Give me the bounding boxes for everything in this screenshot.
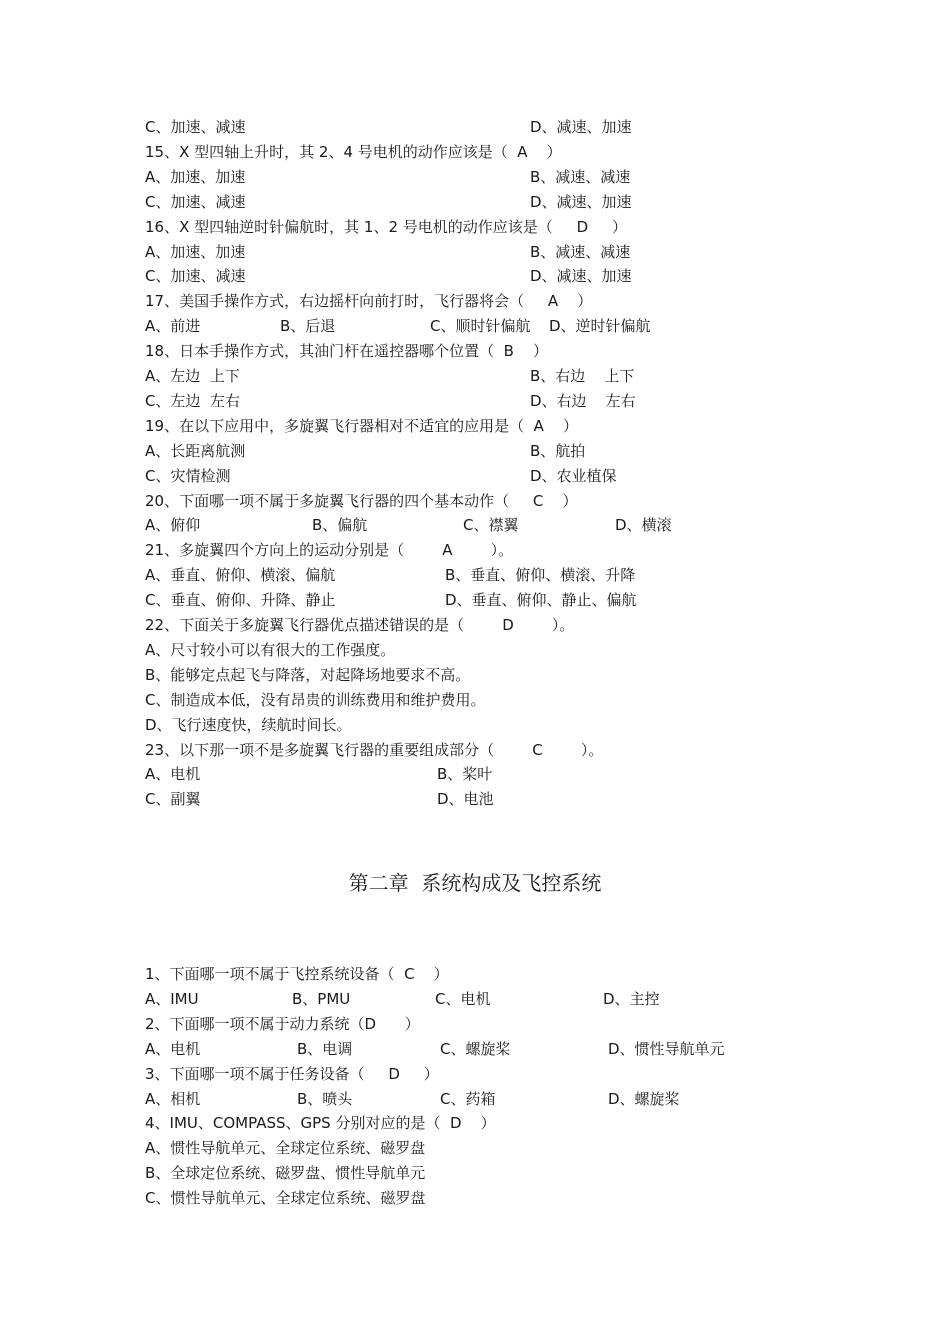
answer-option: C、加速、减速 [145,118,246,136]
answer-option: C、襟翼 [463,516,519,535]
text-line [145,738,845,763]
text-line [145,165,845,190]
question-text: 16、X 型四轴逆时针偏航时，其 1、2 号电机的动作应该是（ D ） [145,217,627,236]
text-line [145,489,845,514]
answer-option: C、顺时针偏航 [430,317,531,336]
text-line [145,1161,845,1186]
text-line [145,613,845,638]
text-line [145,787,845,812]
text-line [145,538,845,563]
answer-option: A、俯仰 [145,516,201,535]
answer-option: D、减速、加速 [530,118,632,136]
text-line [145,364,845,389]
answer-option: D、螺旋桨 [608,1089,680,1108]
answer-option: A、前进 [145,317,201,336]
answer-option: B、右边 上下 [530,367,635,385]
text-line [145,1062,845,1087]
text-line [145,762,845,787]
text-line [145,140,845,165]
question-text: 18、日本手操作方式，其油门杆在遥控器哪个位置（ B ） [145,342,548,361]
answer-option: C、加速、减速 [145,192,246,211]
answer-option: B、减速、减速 [530,242,631,261]
text-line [145,464,845,489]
answer-option: D、电池 [437,790,494,809]
answer-option: D、减速、加速 [530,267,632,286]
question-text: D、飞行速度快，续航时间长。 [145,715,352,734]
question-text: 20、下面哪一项不属于多旋翼飞行器的四个基本动作（ C ） [145,491,578,510]
answer-option: C、灾情检测 [145,466,231,485]
text-line [145,314,845,339]
text-line [145,289,845,314]
answer-option: C、药箱 [440,1089,496,1108]
answer-option: D、减速、加速 [530,192,632,211]
text-line [145,638,845,663]
chapter-heading: 第二章 系统构成及飞控系统 [348,871,602,895]
answer-option: B、后退 [280,317,336,336]
answer-option: B、桨叶 [437,765,493,784]
question-text: C、惯性导航单元、全球定位系统、磁罗盘 [145,1189,426,1208]
text-line [145,1136,845,1161]
text-line [145,414,845,439]
text-line [145,264,845,289]
answer-option: A、电机 [145,765,201,784]
answer-option: A、垂直、俯仰、横滚、偏航 [145,566,336,585]
answer-option: D、惯性导航单元 [608,1039,725,1058]
text-line [145,713,845,738]
answer-option: B、偏航 [312,516,368,535]
text-line [145,1037,845,1062]
text-line [145,1012,845,1037]
answer-option: B、电调 [297,1039,353,1058]
text-line [145,513,845,538]
question-text: 4、IMU、COMPASS、GPS 分别对应的是（ D ） [145,1114,496,1133]
question-text: C、制造成本低，没有昂贵的训练费用和维护费用。 [145,690,486,709]
question-text: 1、下面哪一项不属于飞控系统设备（ C ） [145,965,449,983]
answer-option: C、电机 [435,989,491,1008]
answer-option: C、副翼 [145,790,201,809]
question-text: 19、在以下应用中，多旋翼飞行器相对不适宜的应用是（ A ） [145,416,578,435]
question-text: A、惯性导航单元、全球定位系统、磁罗盘 [145,1139,426,1158]
text-line [145,1111,845,1136]
text-line [145,115,845,140]
text-line [145,663,845,688]
question-text: 2、下面哪一项不属于动力系统（D ） [145,1014,420,1033]
text-line [145,588,845,613]
answer-option: D、主控 [603,989,660,1008]
text-line [145,389,845,414]
question-text: B、全球定位系统、磁罗盘、惯性导航单元 [145,1164,426,1183]
text-line [145,190,845,215]
answer-option: B、减速、减速 [530,167,631,186]
text-line [145,563,845,588]
answer-option: A、IMU [145,989,199,1008]
answer-option: D、逆时针偏航 [549,317,651,336]
answer-option: A、加速、加速 [145,242,246,261]
question-text: 3、下面哪一项不属于任务设备（ D ） [145,1064,439,1083]
answer-option: A、加速、加速 [145,167,246,186]
text-line [145,339,845,364]
question-text: A、尺寸较小可以有很大的工作强度。 [145,640,396,659]
question-text: 17、美国手操作方式，右边摇杆向前打时，飞行器将会（ A ） [145,292,593,311]
question-text: 21、多旋翼四个方向上的运动分别是（ A ）。 [145,541,514,560]
answer-option: B、航拍 [530,441,586,460]
text-line [145,987,845,1012]
text-line [145,688,845,713]
text-line [145,1186,845,1211]
answer-option: C、垂直、俯仰、升降、静止 [145,591,336,610]
answer-option: D、右边 左右 [530,391,636,410]
question-text: 15、X 型四轴上升时，其 2、4 号电机的动作应该是（ A ） [145,142,562,161]
question-text: 23、以下那一项不是多旋翼飞行器的重要组成部分（ C ）。 [145,740,604,759]
answer-option: A、电机 [145,1039,201,1058]
answer-option: B、垂直、俯仰、横滚、升降 [445,566,636,585]
answer-option: A、长距离航测 [145,441,246,460]
text-line [145,215,845,240]
text-line [145,962,845,987]
answer-option: B、喷头 [297,1089,353,1108]
answer-option: D、横滚 [615,516,672,535]
answer-option: A、左边 上下 [145,367,240,385]
answer-option: C、加速、减速 [145,267,246,286]
answer-option: A、相机 [145,1089,201,1108]
text-line [145,439,845,464]
answer-option: C、螺旋桨 [440,1039,511,1058]
answer-option: D、垂直、俯仰、静止、偏航 [445,591,637,610]
text-line [145,240,845,265]
question-text: 22、下面关于多旋翼飞行器优点描述错误的是（ D ）。 [145,616,575,634]
answer-option: D、农业植保 [530,466,617,485]
text-line [145,1087,845,1112]
answer-option: C、左边 左右 [145,391,241,410]
answer-option: B、PMU [292,989,351,1008]
question-text: B、能够定点起飞与降落，对起降场地要求不高。 [145,665,471,684]
